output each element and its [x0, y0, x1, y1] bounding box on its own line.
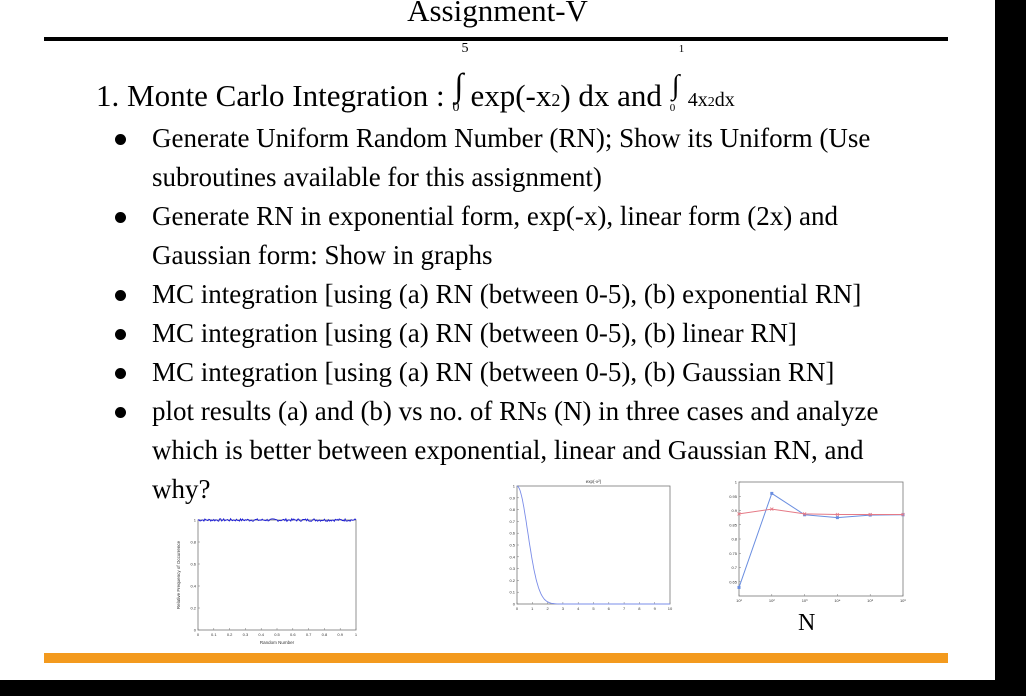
integral-1-body: exp(-x [470, 78, 552, 113]
integral-1-upper: 5 [461, 41, 469, 56]
y-tick-label: 0.4 [509, 554, 515, 560]
x-tick-label: 0.5 [274, 632, 280, 637]
x-tick-label: 9 [653, 606, 656, 611]
chart-title: exp(-x²) [585, 479, 602, 484]
integral-sign-2: ∫ 1 0 [669, 43, 685, 114]
y-tick-label: 0.65 [729, 579, 737, 585]
mc-series-point-0 [836, 516, 839, 519]
question-heading [96, 41, 735, 120]
integral-1-tail: ) dx and [560, 78, 662, 113]
integral-2-lower: 0 [669, 102, 676, 114]
mc-series-point-0 [770, 492, 773, 495]
task-item: plot results (a) and (b) vs no. of RNs (N) in three cases and analyze which is better between exponential, linear and Gaussian RN, and why? [112, 392, 927, 509]
integral-1-lower: 0 [452, 100, 460, 115]
integral-sign-1: ∫ 5 0 [452, 41, 469, 115]
y-tick-label: 0 [512, 601, 515, 607]
mc-result-svg [713, 478, 913, 616]
x-tick-label: 10⁴ [834, 598, 841, 603]
y-tick-label: 0.6 [509, 530, 515, 536]
x-tick-label: 5 [592, 606, 595, 611]
y-tick-label: 0.3 [509, 566, 515, 572]
y-tick-label: 0.8 [509, 507, 515, 513]
x-tick-label: 1 [354, 632, 358, 637]
x-tick-label: 8 [638, 606, 641, 611]
x-tick-label: 0 [515, 606, 519, 611]
slide-title: Assignment-V [407, 0, 588, 28]
task-item: Generate Uniform Random Number (RN); Show its Uniform (Use subroutines available for this assignment) [112, 119, 932, 197]
x-axis-label: Random Number [259, 640, 295, 645]
y-tick-label: 0.85 [729, 522, 737, 528]
y-tick-label: 0.4 [190, 583, 196, 589]
exponential-rn-svg [495, 476, 680, 614]
x-tick-label: 10⁵ [867, 598, 874, 603]
y-tick-label: 1 [512, 483, 515, 489]
integral-2-upper: 1 [678, 43, 685, 55]
title-divider [44, 37, 948, 41]
integral-2-tail: dx [714, 89, 735, 111]
uniform-rn-svg [170, 512, 370, 646]
task-item: MC integration [using (a) RN (between 0-5), (b) exponential RN] [112, 275, 932, 314]
y-tick-label: 0.2 [509, 577, 515, 583]
y-tick-label: 1 [193, 517, 196, 523]
x-tick-label: 0.6 [290, 632, 296, 637]
y-tick-label: 0.7 [509, 518, 515, 524]
y-tick-label: 0.5 [509, 542, 515, 548]
y-tick-label: 1 [734, 479, 737, 485]
x-tick-label: 10⁶ [899, 598, 907, 603]
integral-1-exponent: 2 [551, 90, 561, 110]
mc-series-point-0 [738, 586, 741, 589]
x-tick-label: 10³ [801, 598, 808, 603]
plot-frame [517, 486, 670, 604]
uniform-rn-plot [170, 512, 370, 646]
x-tick-label: 0.2 [226, 632, 233, 637]
x-tick-label: 1 [531, 606, 534, 611]
x-tick-label: 10² [768, 598, 775, 603]
footer-accent-bar [44, 653, 948, 663]
heading-prefix: 1. Monte Carlo Integration : [96, 78, 445, 113]
y-tick-label: 0.8 [731, 536, 737, 542]
y-tick-label: 0.9 [731, 508, 737, 513]
y-tick-label: 0.75 [729, 550, 737, 556]
plot-frame [198, 520, 356, 630]
x-tick-label: 0.4 [258, 632, 264, 637]
x-tick-label: 6 [607, 606, 610, 611]
y-tick-label: 0.95 [729, 493, 737, 499]
x-tick-label: 10¹ [736, 598, 742, 603]
y-tick-label: 0.8 [190, 539, 196, 545]
x-tick-label: 3 [561, 606, 565, 611]
integral-2-body: 4x [687, 89, 708, 111]
x-tick-label: 0 [196, 632, 200, 637]
x-tick-label: 0.7 [305, 632, 312, 637]
n-axis-label: N [798, 610, 816, 636]
x-tick-label: 0.8 [321, 632, 328, 637]
y-tick-label: 0.2 [190, 605, 196, 611]
y-tick-label: 0.6 [190, 561, 196, 567]
task-list [112, 119, 932, 509]
y-tick-label: 0.9 [509, 495, 515, 501]
y-tick-label: 0.7 [731, 565, 737, 570]
task-item: MC integration [using (a) RN (between 0-5), (b) Gaussian RN] [112, 353, 932, 392]
exponential-rn-plot [495, 476, 680, 614]
task-item: MC integration [using (a) RN (between 0-5), (b) linear RN] [112, 314, 932, 353]
x-tick-label: 7 [622, 606, 626, 611]
task-item: Generate RN in exponential form, exp(-x), linear form (2x) and Gaussian form: Show in graphs [112, 197, 932, 275]
integral-2-exponent: 2 [707, 95, 715, 110]
x-tick-label: 0.9 [337, 632, 343, 637]
mc-result-plot [713, 478, 913, 616]
y-axis-label: Relative Frequency of Occurrence [176, 540, 181, 610]
x-tick-label: 0.3 [242, 632, 249, 637]
y-tick-label: 0.1 [509, 589, 515, 595]
plot-frame [739, 482, 903, 596]
y-tick-label: 0 [193, 627, 196, 633]
x-tick-label: 4 [577, 606, 580, 611]
x-tick-label: 10 [667, 606, 673, 611]
x-tick-label: 2 [546, 606, 549, 611]
x-tick-label: 0.1 [211, 632, 217, 637]
